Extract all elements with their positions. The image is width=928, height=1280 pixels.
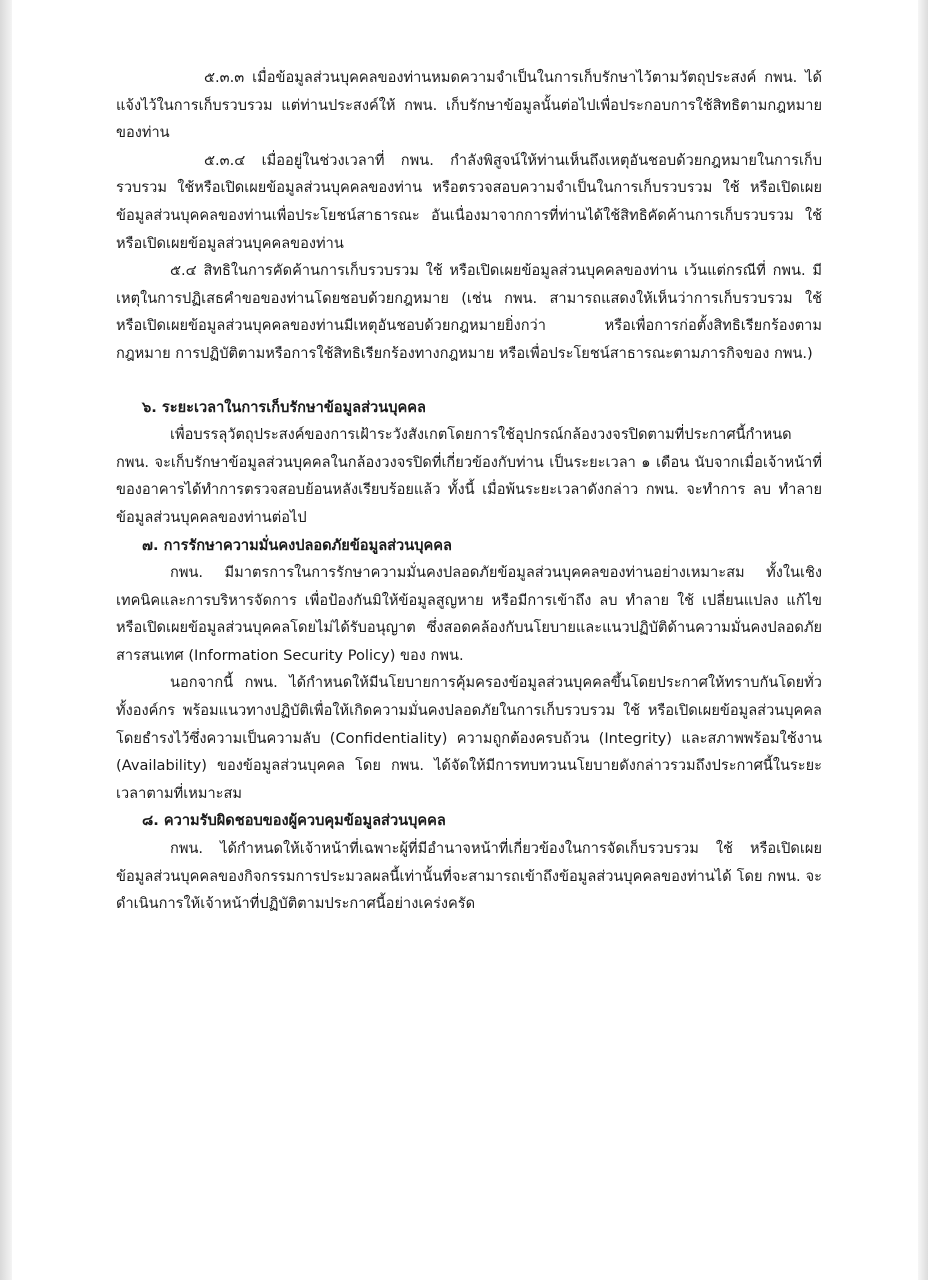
section-8-heading: ๘. ความรับผิดชอบของผู้ควบคุมข้อมูลส่วนบุคคล — [142, 812, 446, 830]
section-7-paragraph-1: กพน. มีมาตรการในการรักษาความมั่นคงปลอดภัยข้อมูลส่วนบุคคลของท่านอย่างเหมาะสม ทั้งในเชิงเทคนิคและการบริหารจัดการ เพื่อป้องกันมิให้ข้อมูลสูญหาย หรือมีการเข้าถึง ลบ ทำลาย ใช้ เปลี่ยนแปลง แก้ไข หรือเปิดเผยข้อมูลส่วนบุคคลโดยไม่ได้รับอนุญาต ซึ่งสอดคล้องกับนโยบายและแนวปฏิบัติด้านความมั่นคงปลอดภัยสารสนเทศ (Information Security Policy) ของ กพน. — [116, 564, 822, 664]
paragraph-5-4: ๕.๔ สิทธิในการคัดค้านการเก็บรวบรวม ใช้ หรือเปิดเผยข้อมูลส่วนบุคคลของท่าน เว้นแต่กรณีที่ กพน. มีเหตุในการปฏิเสธคำขอของท่านโดยชอบด้วยกฎหมาย (เช่น กพน. สามารถแสดงให้เห็นว่าการเก็บรวบรวม ใช้ หรือเปิดเผยข้อมูลส่วนบุคคลของท่านมีเหตุอันชอบด้วยกฎหมายยิ่งกว่า หรือเพื่อการก่อตั้งสิทธิเรียกร้องตามกฎหมาย การปฏิบัติตามหรือการใช้สิทธิเรียกร้องทางกฎหมาย หรือเพื่อประโยชน์สาธารณะตามภารกิจของ กพน.) — [116, 262, 822, 362]
left-frame-edge — [0, 0, 12, 1280]
paragraph-5-3-4: ๕.๓.๔ เมื่ออยู่ในช่วงเวลาที่ กพน. กำลังพิสูจน์ให้ท่านเห็นถึงเหตุอันชอบด้วยกฎหมายในการเก็บรวบรวม ใช้หรือเปิดเผยข้อมูลส่วนบุคคลของท่าน หรือตรวจสอบความจำเป็นในการเก็บรวบรวม ใช้ หรือเปิดเผยข้อมูลส่วนบุคคลของท่านเพื่อประโยชน์สาธารณะ อันเนื่องมาจากการที่ท่านได้ใช้สิทธิคัดค้านการเก็บรวบรวม ใช้ หรือเปิดเผยข้อมูลส่วนบุคคลของท่าน — [116, 151, 822, 252]
section-8-paragraph: กพน. ได้กำหนดให้เจ้าหน้าที่เฉพาะผู้ที่มีอำนาจหน้าที่เกี่ยวข้องในการจัดเก็บรวบรวม ใช้ หรือเปิดเผยข้อมูลส่วนบุคคลของกิจกรรมการประมวลผลนี้เท่านั้นที่จะสามารถเข้าถึงข้อมูลส่วนบุคคลของท่านได้ โดย กพน. จะดำเนินการให้เจ้าหน้าที่ปฏิบัติตามประกาศนี้อย่างเคร่งครัด — [116, 840, 822, 913]
section-6-heading: ๖. ระยะเวลาในการเก็บรักษาข้อมูลส่วนบุคคล — [142, 398, 426, 416]
section-7-heading: ๗. การรักษาความมั่นคงปลอดภัยข้อมูลส่วนบุคคล — [142, 536, 452, 554]
section-6-paragraph: เพื่อบรรลุวัตถุประสงค์ของการเฝ้าระวังสังเกตโดยการใช้อุปกรณ์กล้องวงจรปิดตามที่ประกาศนี้กำหนด กพน. จะเก็บรักษาข้อมูลส่วนบุคคลในกล้องวงจรปิดที่เกี่ยวข้องกับท่าน เป็นระยะเวลา ๑ เดือน นับจากเมื่อเจ้าหน้าที่ของอาคารได้ทำการตรวจสอบย้อนหลังเรียบร้อยแล้ว ทั้งนี้ เมื่อพ้นระยะเวลาดังกล่าว กพน. จะทำการ ลบ ทำลายข้อมูลส่วนบุคคลของท่านต่อไป — [116, 426, 822, 526]
right-frame-edge — [918, 0, 928, 1280]
section-7-paragraph-2: นอกจากนี้ กพน. ได้กำหนดให้มีนโยบายการคุ้มครองข้อมูลส่วนบุคคลขึ้นโดยประกาศให้ทราบกันโดยทั่วทั้งองค์กร พร้อมแนวทางปฏิบัติเพื่อให้เกิดความมั่นคงปลอดภัยในการเก็บรวบรวม ใช้ หรือเปิดเผยข้อมูลส่วนบุคคล โดยธำรงไว้ซึ่งความเป็นความลับ (Confidentiality) ความถูกต้องครบถ้วน (Integrity) และสภาพพร้อมใช้งาน (Availability) ของข้อมูลส่วนบุคคล โดย กพน. ได้จัดให้มีการทบทวนนโยบายดังกล่าวรวมถึงประกาศนี้ในระยะเวลาตามที่เหมาะสม — [116, 674, 822, 802]
document-page — [116, 64, 822, 918]
paragraph-5-3-3: ๕.๓.๓ เมื่อข้อมูลส่วนบุคคลของท่านหมดความจำเป็นในการเก็บรักษาไว้ตามวัตถุประสงค์ กพน. ได้แจ้งไว้ในการเก็บรวบรวม แต่ท่านประสงค์ให้ กพน. เก็บรักษาข้อมูลนั้นต่อไปเพื่อประกอบการใช้สิทธิตามกฎหมายของท่าน — [116, 69, 822, 142]
